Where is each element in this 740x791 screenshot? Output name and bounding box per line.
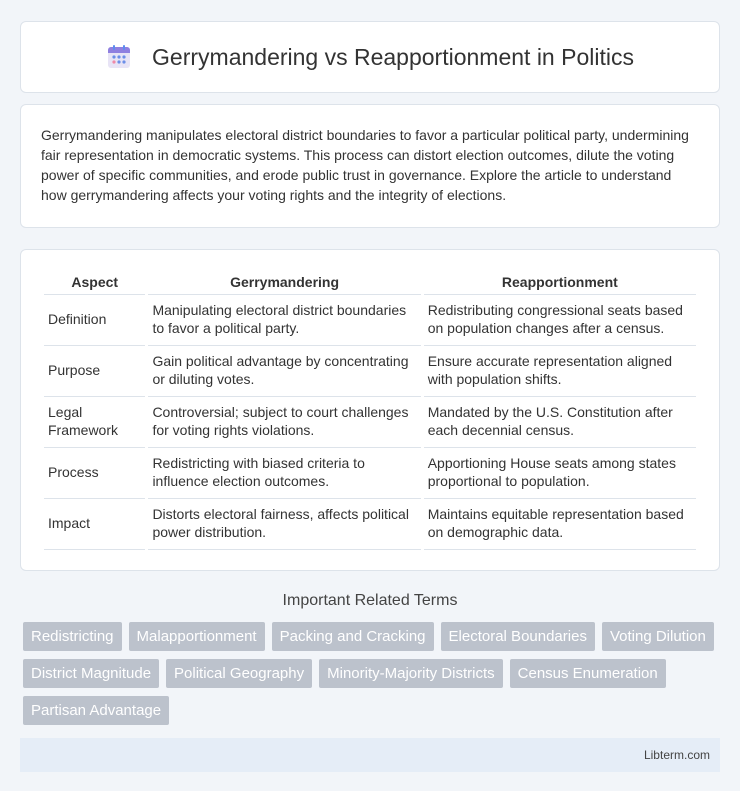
row-gerrymandering: Gain political advantage by concentrating or diluting votes.: [148, 346, 420, 397]
tag-district-magnitude[interactable]: District Magnitude: [23, 659, 159, 688]
related-terms-title: Important Related Terms: [282, 592, 458, 609]
page-title: Gerrymandering vs Reapportionment in Politics: [152, 43, 634, 70]
tag-packing-and-cracking[interactable]: Packing and Cracking: [272, 622, 434, 651]
tag-political-geography[interactable]: Political Geography: [166, 659, 312, 688]
header-gerrymandering: Gerrymandering: [148, 269, 420, 295]
row-gerrymandering: Controversial; subject to court challenges for voting rights violations.: [148, 397, 420, 448]
table-row: [44, 397, 696, 448]
row-aspect: Legal Framework: [44, 397, 145, 448]
tag-malapportionment[interactable]: Malapportionment: [129, 622, 265, 651]
row-aspect: Definition: [44, 295, 145, 346]
table-header-row: [44, 269, 696, 295]
tag-minority-majority-districts[interactable]: Minority-Majority Districts: [319, 659, 503, 688]
row-reapportionment: Mandated by the U.S. Constitution after each decennial census.: [424, 397, 696, 448]
table-row: [44, 499, 696, 550]
intro-text: Gerrymandering manipulates electoral district boundaries to favor a particular political party, undermining fair representation in democratic systems. This process can distort election outcomes, dilute the voting power of specific communities, and erode public trust in governance. Explore the article to understand how gerrymandering affects your voting rights and the integrity of elections.: [41, 127, 689, 203]
row-reapportionment: Ensure accurate representation aligned with population shifts.: [424, 346, 696, 397]
row-aspect: Impact: [44, 499, 145, 550]
table-row: [44, 448, 696, 499]
tag-partisan-advantage[interactable]: Partisan Advantage: [23, 696, 169, 725]
row-reapportionment: Redistributing congressional seats based on population changes after a census.: [424, 295, 696, 346]
comparison-table: [41, 269, 699, 550]
tag-electoral-boundaries[interactable]: Electoral Boundaries: [441, 622, 595, 651]
row-aspect: Purpose: [44, 346, 145, 397]
intro-card: [20, 104, 720, 228]
row-reapportionment: Apportioning House seats among states proportional to population.: [424, 448, 696, 499]
table-row: [44, 295, 696, 346]
header-reapportionment: Reapportionment: [424, 269, 696, 295]
footer-brand-link[interactable]: Libterm.com: [643, 748, 710, 762]
row-gerrymandering: Distorts electoral fairness, affects political power distribution.: [148, 499, 420, 550]
tag-redistricting[interactable]: Redistricting: [23, 622, 122, 651]
calendar-icon: [106, 44, 132, 70]
footer: [20, 738, 720, 772]
comparison-table-card: [20, 249, 720, 571]
tag-voting-dilution[interactable]: Voting Dilution: [602, 622, 714, 651]
related-terms-list: [23, 622, 720, 725]
row-aspect: Process: [44, 448, 145, 499]
title-card: [20, 21, 720, 93]
row-gerrymandering: Redistricting with biased criteria to influence election outcomes.: [148, 448, 420, 499]
row-reapportionment: Maintains equitable representation based on demographic data.: [424, 499, 696, 550]
tag-census-enumeration[interactable]: Census Enumeration: [510, 659, 666, 688]
header-aspect: Aspect: [44, 269, 145, 295]
row-gerrymandering: Manipulating electoral district boundaries to favor a political party.: [148, 295, 420, 346]
table-row: [44, 346, 696, 397]
